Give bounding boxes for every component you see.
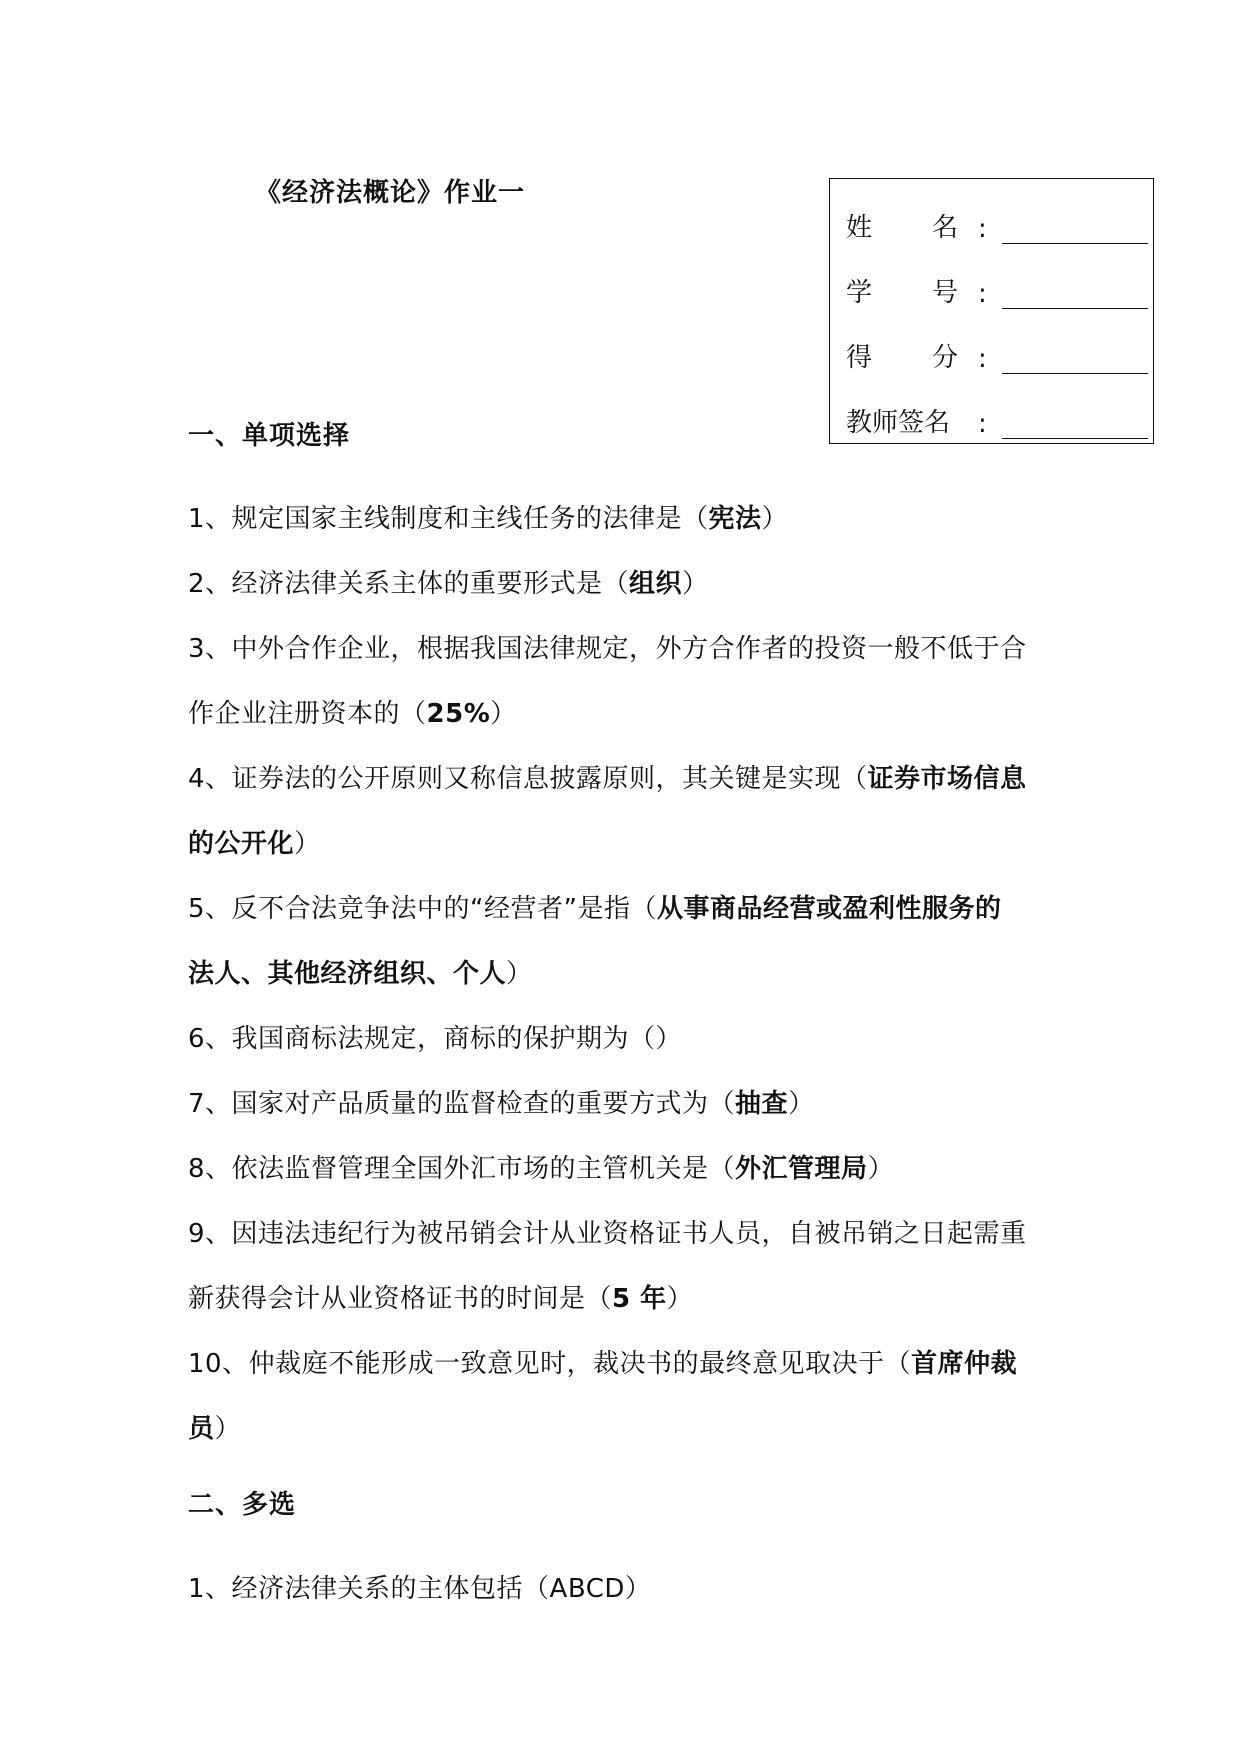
question-line: 1、规定国家主线制度和主线任务的法律是（宪法） [188, 504, 789, 534]
question-line: 10、仲裁庭不能形成一致意见时，裁决书的最终意见取决于（首席仲裁 [188, 1349, 1018, 1379]
page-title: 《经济法概论》作业一 [255, 178, 526, 208]
question-line: 法人、其他经济组织、个人） [188, 959, 533, 989]
question-line: 1、经济法律关系的主体包括（ABCD） [188, 1574, 652, 1604]
question-line: 新获得会计从业资格证书的时间是（5 年） [188, 1284, 694, 1314]
question-line: 8、依法监督管理全国外汇市场的主管机关是（外汇管理局） [188, 1154, 895, 1184]
question-line: 的公开化） [188, 829, 321, 859]
section-heading-multiple-choice: 二、多选 [188, 1490, 297, 1520]
question-line: 9、因违法违纪行为被吊销会计从业资格证书人员，自被吊销之日起需重 [188, 1219, 1027, 1249]
question-line: 6、我国商标法规定，商标的保护期为（） [188, 1024, 683, 1054]
teacher-signature-blank[interactable] [1002, 412, 1148, 439]
section-heading-single-choice: 一、单项选择 [188, 421, 351, 451]
question-line: 3、中外合作企业，根据我国法律规定，外方合作者的投资一般不低于合 [188, 634, 1027, 664]
info-row-name: 姓 名 : [846, 207, 1148, 244]
info-row-score: 得 分 : [846, 337, 1148, 374]
question-line: 作企业注册资本的（25%） [188, 699, 517, 729]
score-blank[interactable] [1002, 347, 1148, 374]
question-line: 4、证券法的公开原则又称信息披露原则，其关键是实现（证券市场信息 [188, 764, 1027, 794]
info-row-student-id: 学 号 : [846, 272, 1148, 309]
question-line: 5、反不合法竞争法中的“经营者”是指（从事商品经营或盈利性服务的 [188, 894, 1002, 924]
student-info-box [829, 178, 1154, 444]
student-id-blank[interactable] [1002, 282, 1148, 309]
question-line: 员） [188, 1414, 242, 1444]
question-line: 2、经济法律关系主体的重要形式是（组织） [188, 569, 709, 599]
info-row-teacher-signature: 教师签名 : [846, 402, 1148, 439]
name-blank[interactable] [1002, 217, 1148, 244]
question-line: 7、国家对产品质量的监督检查的重要方式为（抽查） [188, 1089, 815, 1119]
